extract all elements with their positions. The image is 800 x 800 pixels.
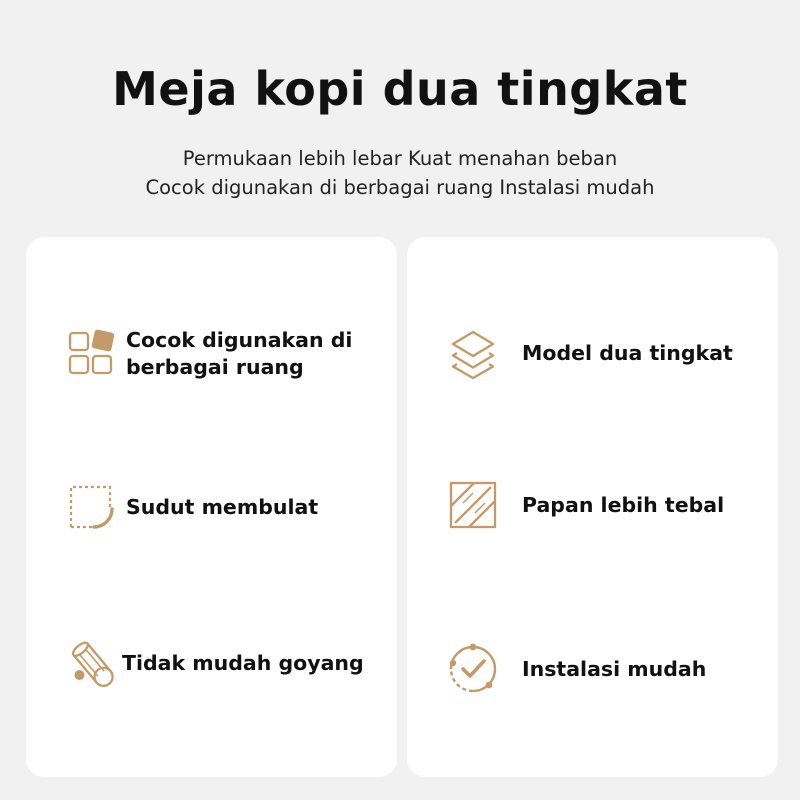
feature-two-tier	[447, 327, 733, 379]
features-card-right	[407, 237, 778, 777]
feature-label: Papan lebih tebal	[522, 492, 725, 517]
cylinder-leg-icon	[66, 637, 118, 689]
feature-rounded-corners	[66, 481, 318, 533]
check-circle-icon	[447, 643, 499, 695]
feature-label: Tidak mudah goyang	[122, 650, 364, 675]
feature-thicker-board	[447, 479, 724, 531]
feature-stable	[66, 637, 364, 689]
features-card-left	[26, 237, 397, 777]
feature-label: Sudut membulat	[126, 494, 319, 519]
page-title: Meja kopi dua tingkat	[112, 62, 688, 116]
layers-icon	[447, 327, 499, 379]
feature-easy-install	[447, 643, 706, 695]
rounded-corner-icon	[66, 481, 118, 533]
grid-squares-icon	[66, 328, 118, 380]
wood-board-icon	[447, 479, 499, 531]
feature-label: Cocok digunakan di berbagai ruang	[126, 328, 353, 379]
subtitle-line-2: Cocok digunakan di berbagai ruang Instalasi mudah	[145, 176, 655, 199]
feature-versatile-rooms	[66, 327, 352, 381]
feature-label: Model dua tingkat	[522, 340, 733, 365]
feature-label: Instalasi mudah	[522, 656, 707, 681]
subtitle-line-1: Permukaan lebih lebar Kuat menahan beban	[182, 147, 618, 170]
